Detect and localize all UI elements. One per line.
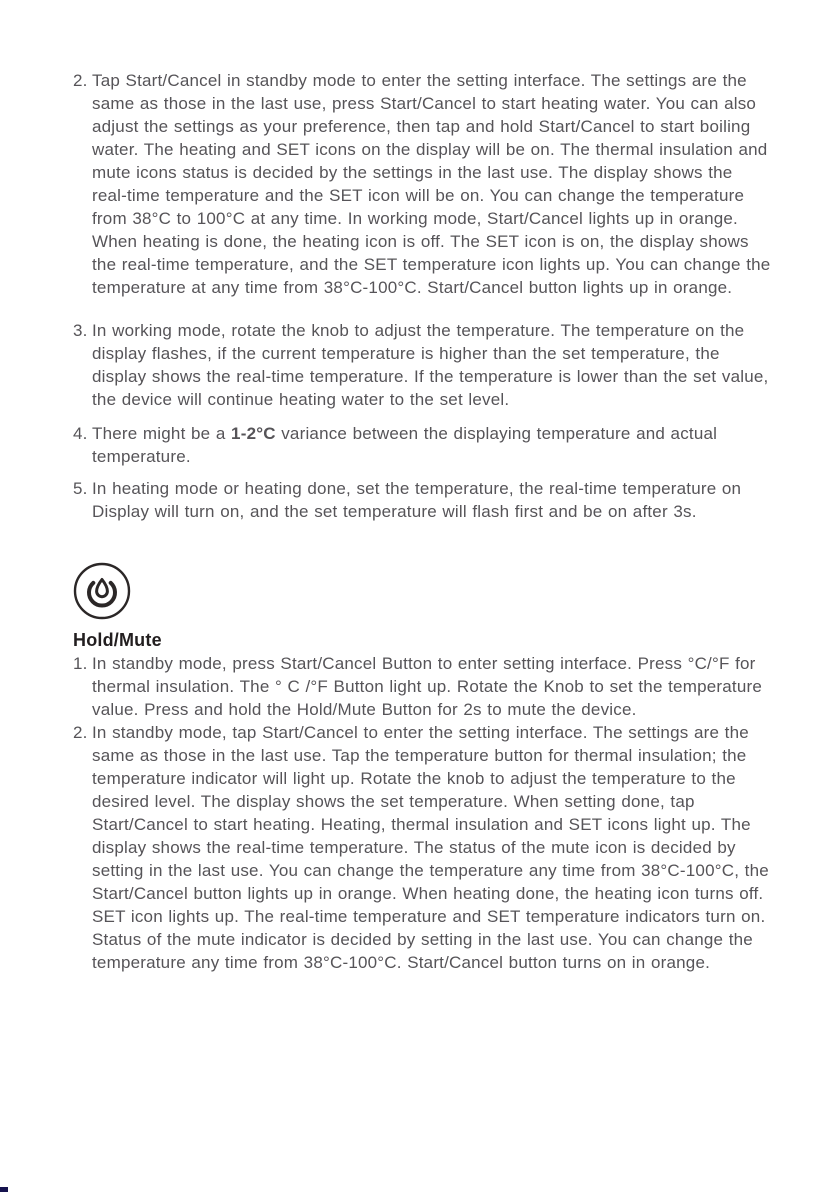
instruction-item-4: [73, 422, 772, 468]
item-text-before: There might be a: [92, 424, 232, 443]
instruction-item-5: [73, 477, 772, 523]
instruction-item-3: [73, 319, 772, 411]
hold-mute-icon-row: [73, 562, 772, 620]
item-text: Tap Start/Cancel in standby mode to enter the setting interface. The settings are the same as those in the last use, press Start/Cancel to start heating water. You can also adjust the settings as your preference, then tap and hold Start/Cancel to start boiling water. The heating and SET icons on the display will be on. The thermal insulation and mute icons status is decided by the settings in the last use. The display shows the real-time temperature and the SET icon will be on. You can change the temperature from 38°C to 100°C at any time. In working mode, Start/Cancel lights up in orange. When heating is done, the heating icon is off. The SET icon is on, the display shows the real-time temperature, and the SET temperature icon lights up. You can change the temperature at any time from 38°C-100°C. Start/Cancel button lights up in orange.: [92, 71, 771, 297]
item-text: [92, 422, 772, 468]
item-text: In standby mode, press Start/Cancel Button to enter setting interface. Press °C/°F for thermal insulation. The ° C /°F Button light up. Rotate the Knob to set the temperature value. Press and hold the Hold/Mute Button for 2s to mute the device.: [92, 654, 762, 719]
item-number: 5.: [73, 479, 88, 498]
item-text-after: variance between the displaying temperature and actual temperature.: [92, 424, 718, 466]
item-number: 1.: [73, 654, 88, 673]
item-text: In working mode, rotate the knob to adjust the temperature. The temperature on the display flashes, if the current temperature is higher than the set temperature, the display shows the real-time temperature. If the temperature is lower than the set value, the device will continue heating water to the set level.: [92, 321, 769, 409]
scan-corner-mark: [0, 1187, 8, 1192]
item-number: 2.: [73, 71, 88, 90]
section-heading-hold-mute: Hold/Mute: [73, 630, 162, 650]
item-text-bold: 1-2°C: [231, 424, 276, 443]
instruction-item-2: [73, 69, 772, 299]
item-text: In heating mode or heating done, set the temperature, the real-time temperature on Display will turn on, and the set temperature will flash first and be on after 3s.: [92, 479, 742, 521]
hold-mute-power-droplet-icon: [73, 562, 772, 620]
hold-mute-item-1: [73, 652, 772, 721]
item-number: 4.: [73, 424, 88, 443]
item-number: 2.: [73, 723, 88, 742]
item-number: 3.: [73, 321, 88, 340]
item-text: In standby mode, tap Start/Cancel to enter the setting interface. The settings are the same as those in the last use. Tap the temperature button for thermal insulation; the temperature indicator will light up. Rotate the knob to adjust the temperature to the desired level. The display shows the set temperature. When setting done, tap Start/Cancel to start heating. Heating, thermal insulation and SET icons light up. The display shows the real-time temperature. The status of the mute icon is decided by setting in the last use. You can change the temperature any time from 38°C-100°C, the Start/Cancel button lights up in orange. When heating done, the heating icon turns off. SET icon lights up. The real-time temperature and SET temperature indicators turn on. Status of the mute indicator is decided by setting in the last use. You can change the temperature any time from 38°C-100°C. Start/Cancel button turns on in orange.: [92, 723, 769, 972]
hold-mute-item-2: [73, 721, 772, 974]
